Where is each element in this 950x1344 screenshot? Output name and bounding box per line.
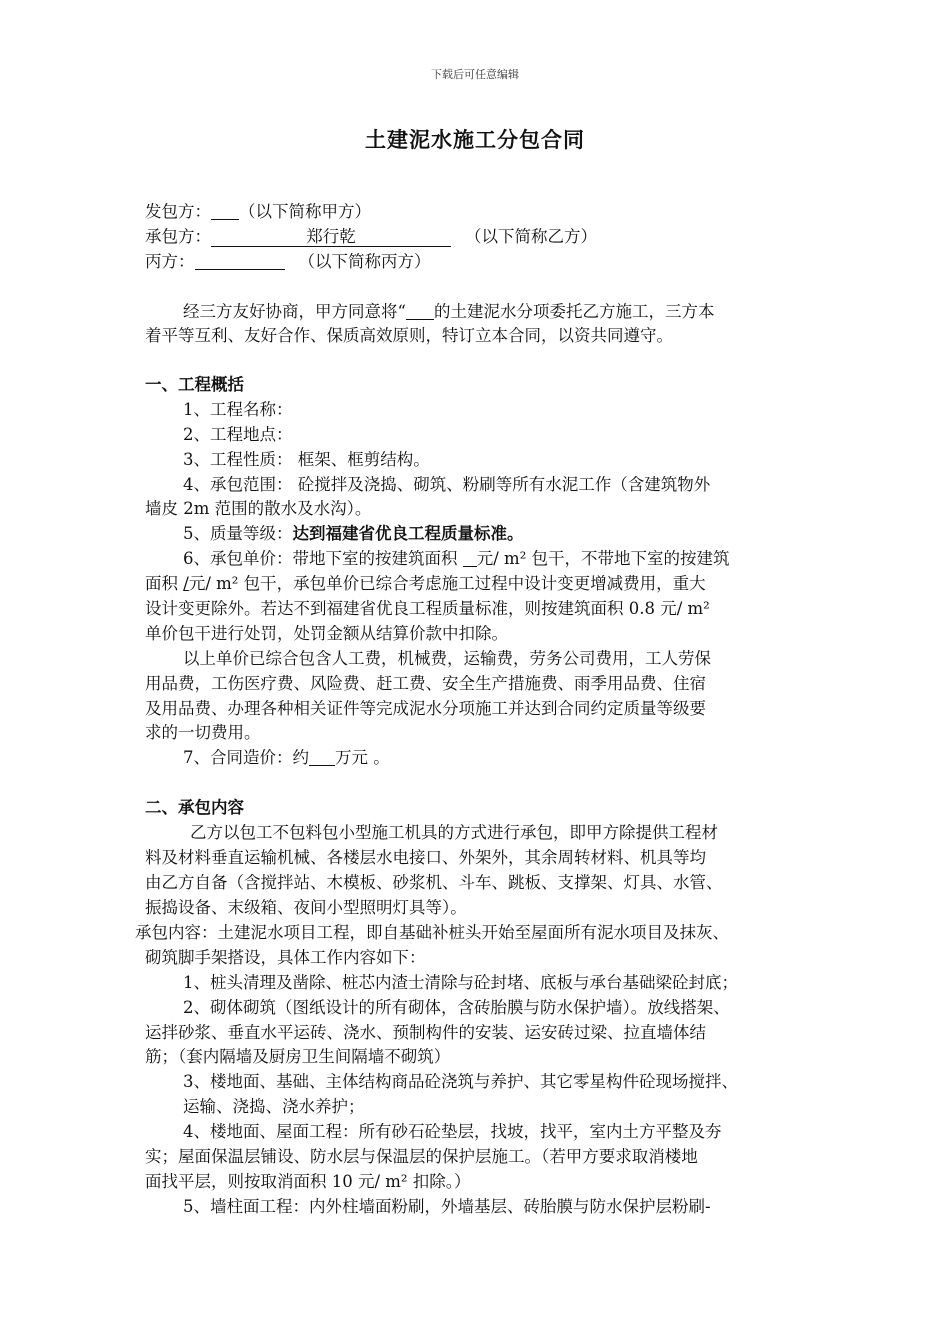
intro-text-b: 的土建泥水分项委托乙方施工，三方本 xyxy=(433,302,715,321)
intro-text-a: 经三方友好协商，甲方同意将“ xyxy=(183,302,406,321)
s2-item-3a: 3、楼地面、基础、主体结构商品砼浇筑与养护、其它零星构件砼现场搅拌、 xyxy=(183,1072,738,1091)
intro-line-2: 着平等互利、友好合作、保质高效原则，特订立本合同，以资共同遵守。 xyxy=(145,326,673,345)
s1-item-7-blank xyxy=(309,749,335,766)
s1-item-7-unit: 万元 。 xyxy=(335,748,390,767)
s1-item-6a-blank xyxy=(463,550,477,567)
s1-item-1: 1、工程名称： xyxy=(183,400,293,419)
s1-item-7 xyxy=(183,746,390,770)
s2-para-2b: 砌筑脚手架搭设，具体工作内容如下： xyxy=(145,948,426,967)
s1-item-6b-rest: 元/ m² 包干，承包单价已综合考虑施工过程中设计变更增减费用，重大 xyxy=(188,574,706,593)
s1-para-7c: 及用品费、办理各种相关证件等完成泥水分项施工并达到合同约定质量等级要 xyxy=(145,699,706,718)
party-a-label: 发包方： xyxy=(145,202,211,221)
intro-blank xyxy=(406,303,434,320)
party-c-label: 丙方： xyxy=(145,252,195,271)
s1-item-5 xyxy=(183,522,524,546)
s1-item-6a-rest: 元/ m² 包干，不带地下室的按建筑 xyxy=(476,549,730,568)
s1-item-6b-text: 面积 xyxy=(145,574,184,593)
s1-item-4a: 4、承包范围： 砼搅拌及浇捣、砌筑、粉刷等所有水泥工作（含建筑物外 xyxy=(183,475,711,494)
section1-heading: 一、工程概括 xyxy=(145,375,244,394)
party-c-note: （以下简称丙方） xyxy=(298,252,431,271)
party-b-name: 郑行乾 xyxy=(211,227,451,247)
party-a-line xyxy=(145,200,371,224)
s2-item-5: 5、墙柱面工程：内外柱墙面粉刷，外墙基层、砖胎膜与防水保护层粉刷- xyxy=(183,1197,711,1216)
s1-item-6b xyxy=(145,572,706,596)
s1-item-2: 2、工程地点： xyxy=(183,425,293,444)
s2-para-1b: 料及材料垂直运输机械、各楼层水电接口、外架外，其余周转材料、机具等均 xyxy=(145,848,706,867)
s2-item-4c: 面找平层，则按取消面积 10 元/ m² 扣除。） xyxy=(145,1172,471,1191)
party-c-line xyxy=(145,250,431,274)
s1-item-4b: 墙皮 2m 范围的散水及水沟）。 xyxy=(145,499,372,518)
s1-item-6a xyxy=(183,547,730,571)
s2-item-4a: 4、楼地面、屋面工程：所有砂石砼垫层，找坡，找平，室内土方平整及夯 xyxy=(183,1122,722,1141)
s1-item-6a-text: 6、承包单价：带地下室的按建筑面积 xyxy=(183,549,463,568)
s2-item-3b: 运输、浇捣、浇水养护； xyxy=(183,1097,365,1116)
s1-item-6b-value: / xyxy=(183,574,189,593)
s1-item-6c: 设计变更除外。若达不到福建省优良工程质量标准，则按建筑面积 0.8 元/ m² xyxy=(145,599,710,618)
s2-item-2b: 运拌砂浆、垂直水平运砖、浇水、预制构件的安装、运安砖过梁、拉直墙体结 xyxy=(145,1023,706,1042)
party-b-label: 承包方： xyxy=(145,227,211,246)
intro-line-1 xyxy=(183,300,714,324)
s2-para-1c: 由乙方自备（含搅拌站、木模板、砂浆机、斗车、跳板、支撑架、灯具、水管、 xyxy=(145,873,723,892)
s2-para-2a: 承包内容：土建泥水项目工程，即自基础补桩头开始至屋面所有泥水项目及抹灰、 xyxy=(135,923,729,942)
page-header: 下载后可任意编辑 xyxy=(431,68,519,81)
s1-item-5-label: 5、质量等级： xyxy=(183,524,293,543)
s2-item-2c: 筋；（套内隔墙及厨房卫生间隔墙不砌筑） xyxy=(145,1047,451,1066)
s2-item-1: 1、桩头清理及凿除、桩芯内渣士清除与砼封堵、底板与承台基础梁砼封底； xyxy=(183,973,738,992)
s1-para-7b: 用品费，工伤医疗费、风险费、赶工费、安全生产措施费、雨季用品费、住宿 xyxy=(145,674,706,693)
s2-para-1d: 振捣设备、末级箱、夜间小型照明灯具等）。 xyxy=(145,898,467,917)
document-title: 土建泥水施工分包合同 xyxy=(365,127,585,152)
s1-item-7-label: 7、合同造价：约 xyxy=(183,748,309,767)
party-a-blank xyxy=(211,203,239,220)
s2-para-1a: 乙方以包工不包料包小型施工机具的方式进行承包，即甲方除提供工程材 xyxy=(190,823,718,842)
party-a-note: （以下简称甲方） xyxy=(239,202,371,221)
party-b-line xyxy=(145,225,597,249)
s1-item-6d: 单价包干进行处罚，处罚金额从结算价款中扣除。 xyxy=(145,624,508,643)
s1-item-5-value: 达到福建省优良工程质量标准。 xyxy=(292,524,524,543)
section2-heading: 二、承包内容 xyxy=(145,798,244,817)
s2-item-4b: 实；屋面保温层铺设、防水层与保温层的保护层施工。（若甲方要求取消楼地 xyxy=(145,1147,698,1166)
s1-para-7d: 求的一切费用。 xyxy=(145,723,261,742)
party-b-note: （以下简称乙方） xyxy=(465,227,597,246)
party-c-blank xyxy=(195,253,285,270)
s1-item-3: 3、工程性质： 框架、框剪结构。 xyxy=(183,450,430,469)
s1-para-7a: 以上单价已综合包含人工费，机械费，运输费，劳务公司费用，工人劳保 xyxy=(183,649,711,668)
s2-item-2a: 2、砌体砌筑（图纸设计的所有砌体，含砖胎膜与防水保护墙）。放线搭架、 xyxy=(183,998,730,1017)
